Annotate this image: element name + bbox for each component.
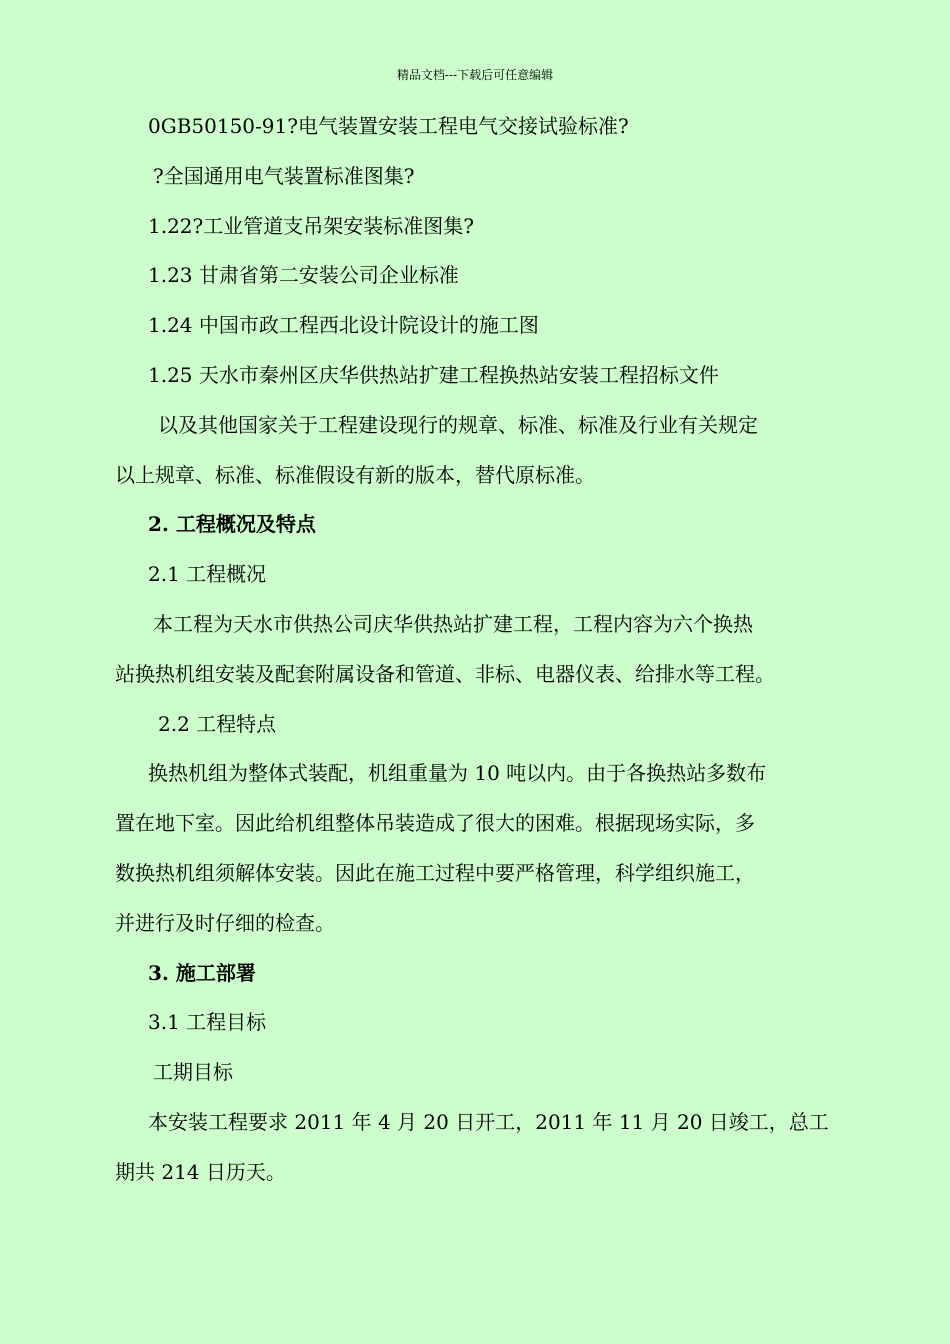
paragraph-other-regulations: 以及其他国家关于工程建设现行的规章、标准、标准及行业有关规定 xyxy=(158,412,758,437)
subsection-heading-2-1: 2.1 工程概况 xyxy=(148,562,267,587)
paragraph-features-cont-1: 置在地下室。因此给机组整体吊装造成了很大的困难。根据现场实际，多 xyxy=(115,811,755,836)
reference-1-25: 1.25 天水市秦州区庆华供热站扩建工程换热站安装工程招标文件 xyxy=(148,362,719,387)
paragraph-schedule-cont: 期共 214 日历天。 xyxy=(115,1159,286,1184)
paragraph-overview-cont: 站换热机组安装及配套附属设备和管道、非标、电器仪表、给排水等工程。 xyxy=(115,661,775,686)
subsection-heading-2-2: 2.2 工程特点 xyxy=(158,711,277,736)
reference-1-24: 1.24 中国市政工程西北设计院设计的施工图 xyxy=(148,313,539,338)
reference-electrical-atlas: ?全国通用电气装置标准图集? xyxy=(153,163,415,188)
paragraph-schedule: 本安装工程要求 2011 年 4 月 20 日开工，2011 年 11 月 20 日竣工，总工 xyxy=(148,1109,829,1134)
section-heading-3: 3. 施工部署 xyxy=(148,960,256,985)
paragraph-features-cont-3: 并进行及时仔细的检查。 xyxy=(115,910,335,935)
reference-gb50150: 0GB50150-91?电气装置安装工程电气交接试验标准? xyxy=(148,114,629,138)
reference-1-22: 1.22?工业管道支吊架安装标准图集? xyxy=(148,213,474,238)
reference-1-23: 1.23 甘肃省第二安装公司企业标准 xyxy=(148,263,459,288)
document-body xyxy=(115,102,845,1198)
page-header: 精品文档---下载后可任意编辑 xyxy=(396,68,554,82)
paragraph-features: 换热机组为整体式装配，机组重量为 10 吨以内。由于各换热站多数布 xyxy=(148,761,767,786)
paragraph-overview: 本工程为天水市供热公司庆华供热站扩建工程，工程内容为六个换热 xyxy=(153,611,753,636)
section-heading-2: 2. 工程概况及特点 xyxy=(148,512,316,537)
paragraph-features-cont-2: 数换热机组须解体安装。因此在施工过程中要严格管理，科学组织施工， xyxy=(115,860,755,885)
paragraph-other-regulations-cont: 以上规章、标准、标准假设有新的版本，替代原标准。 xyxy=(115,462,595,487)
subsection-heading-3-1: 3.1 工程目标 xyxy=(148,1010,267,1035)
schedule-target-heading: 工期目标 xyxy=(153,1060,233,1085)
